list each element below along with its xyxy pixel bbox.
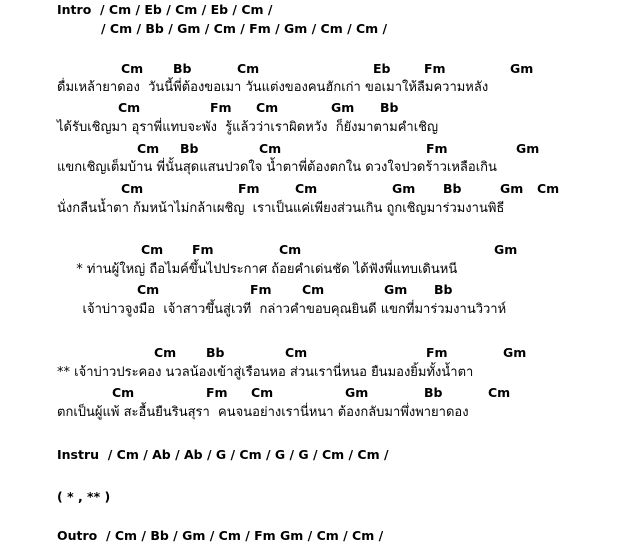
chord: Fm: [250, 282, 272, 297]
chord: Cm: [259, 141, 282, 156]
lyric-line: เจ้าบ่าวจูงมือ เจ้าสาวขึ้นสู่เวที กล่าวคำขอบคุณยินดี แขกที่มาร่วมงานวิวาห์: [66, 302, 507, 317]
chord: Cm: [295, 181, 318, 196]
instru-line: Instru / Cm / Ab / Ab / G / Cm / G / G / Cm / Cm /: [57, 447, 389, 462]
chord: Eb: [373, 61, 391, 76]
lyric-line: นั่งกลืนน้ำตา ก้มหน้าไม่กล้าเผชิญ เราเป็นแค่เพียงส่วนเกิน ถูกเชิญมาร่วมงานพิธี: [57, 201, 505, 216]
chord: Cm: [118, 100, 141, 115]
lyric-line: * ท่านผู้ใหญ่ ถือไมค์ขึ้นไปประกาศ ถ้อยคำเด่นชัด ได้ฟังพี่แทบเดินหนี: [68, 262, 458, 277]
chord: Fm: [192, 242, 214, 257]
chord: Cm: [121, 181, 144, 196]
lyric-line: ** เจ้าบ่าวประคอง นวลน้องเข้าสู่เรือนหอ ส่วนเรานี่หนอ ยืนมองยิ้มทั้งน้ำตา: [57, 365, 474, 380]
chord: Fm: [426, 141, 448, 156]
chord: Bb: [180, 141, 199, 156]
chord: Cm: [121, 61, 144, 76]
chord: Gm: [384, 282, 408, 297]
chord: Cm: [537, 181, 560, 196]
chord: Fm: [210, 100, 232, 115]
lyric-line: ตกเป็นผู้แพ้ สะอื้นยืนรินสุรา คนจนอย่างเรานี่หนา ต้องกลับมาพึ่งพายาดอง: [57, 405, 469, 420]
chord: Cm: [279, 242, 302, 257]
chord: Fm: [206, 385, 228, 400]
chord: Bb: [380, 100, 399, 115]
intro-line-1: Intro / Cm / Eb / Cm / Eb / Cm /: [57, 2, 273, 17]
repeat-marker: ( * , ** ): [57, 489, 111, 504]
chord: Gm: [494, 242, 518, 257]
chord: Cm: [137, 282, 160, 297]
chord: Gm: [500, 181, 524, 196]
chord: Gm: [345, 385, 369, 400]
chord: Cm: [251, 385, 274, 400]
chord: Cm: [285, 345, 308, 360]
chord: Cm: [256, 100, 279, 115]
chord: Cm: [302, 282, 325, 297]
chord: Gm: [392, 181, 416, 196]
chord: Cm: [488, 385, 511, 400]
intro-line-2: / Cm / Bb / Gm / Cm / Fm / Gm / Cm / Cm /: [101, 21, 388, 36]
chord: Bb: [173, 61, 192, 76]
chord: Cm: [112, 385, 135, 400]
chord: Gm: [503, 345, 527, 360]
chord: Bb: [206, 345, 225, 360]
lyric-line: ดื่มเหล้ายาดอง วันนี้พี่ต้องขอเมา วันแต่งของคนฮักเก่า ขอเมาให้ลืมความหลัง: [57, 80, 489, 95]
chord: Bb: [434, 282, 453, 297]
chord: Gm: [510, 61, 534, 76]
chord: Cm: [137, 141, 160, 156]
chord: Cm: [237, 61, 260, 76]
chord: Bb: [443, 181, 462, 196]
chord: Gm: [331, 100, 355, 115]
chord: Cm: [154, 345, 177, 360]
chord: Gm: [516, 141, 540, 156]
lyric-line: ได้รับเชิญมา อุราพี่แทบจะพัง รู้แล้วว่าเราผิดหวัง ก็ยังมาตามคำเชิญ: [57, 120, 439, 135]
outro-line: Outro / Cm / Bb / Gm / Cm / Fm Gm / Cm / Cm /: [57, 528, 384, 543]
lyric-line: แขกเชิญเต็มบ้าน พี่นั้นสุดแสนปวดใจ น้ำตาพี่ต้องตกใน ดวงใจปวดร้าวเหลือเกิน: [57, 160, 497, 175]
chord: Cm: [141, 242, 164, 257]
chord: Fm: [238, 181, 260, 196]
chord: Bb: [424, 385, 443, 400]
chord: Fm: [424, 61, 446, 76]
chord: Fm: [426, 345, 448, 360]
